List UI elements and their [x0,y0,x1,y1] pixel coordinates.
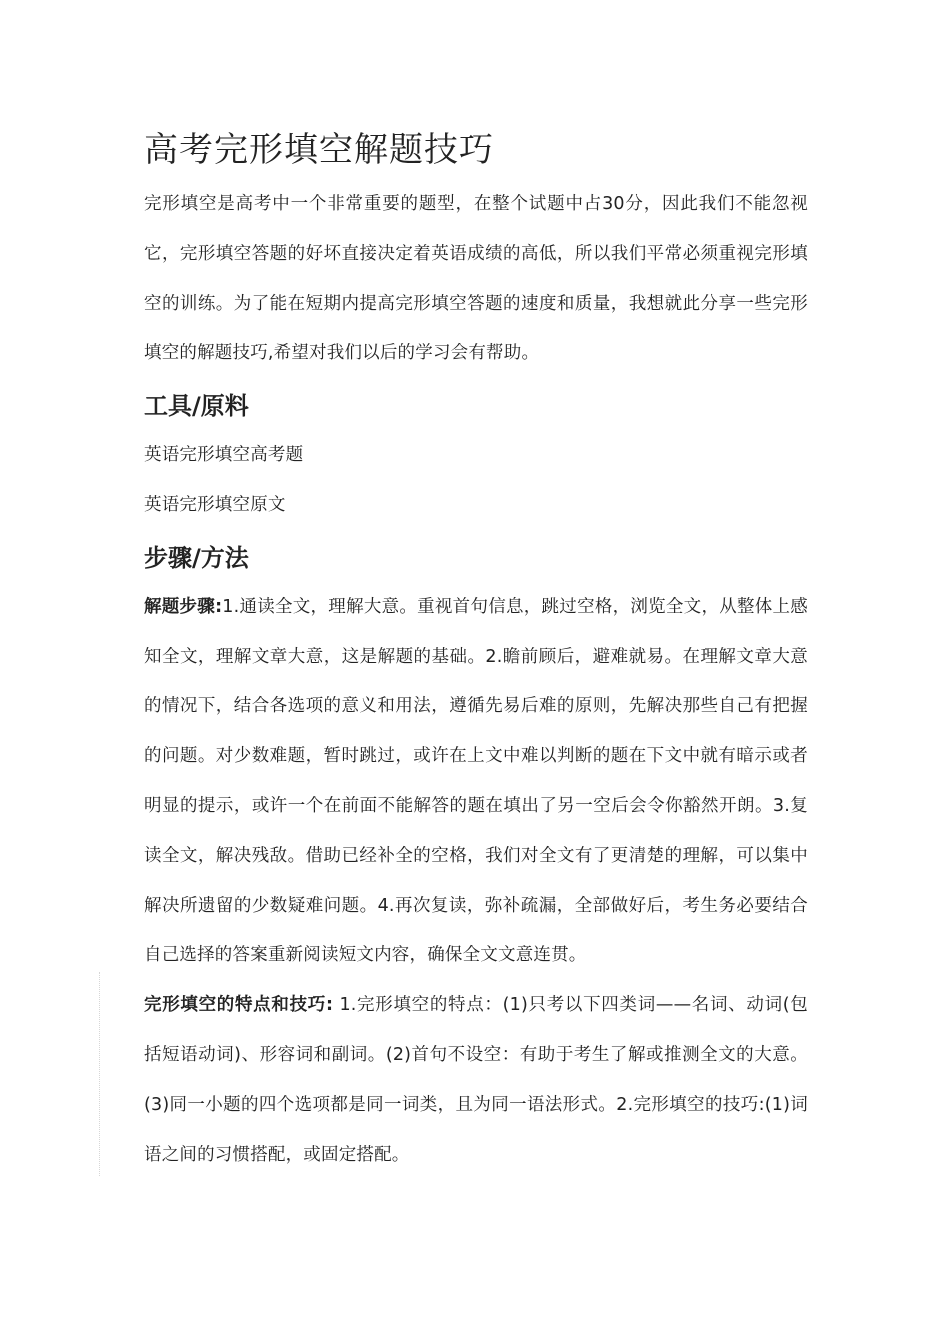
intro-paragraph: 完形填空是高考中一个非常重要的题型，在整个试题中占30分，因此我们不能忽视它，完形填空答题的好坏直接决定着英语成绩的高低，所以我们平常必须重视完形填空的训练。为了能在短期内提高完形填空答题的速度和质量，我想就此分享一些完形填空的解题技巧,希望对我们以后的学习会有帮助。 [144,194,808,364]
features-label: 完形填空的特点和技巧: [144,995,334,1016]
steps-paragraph [144,583,808,981]
steps-heading: 步骤/方法 [144,543,249,572]
tools-item: 英语完形填空高考题 [144,445,304,466]
tools-heading: 工具/原料 [144,392,249,421]
steps-text: 1.通读全文，理解大意。重视首句信息，跳过空格，浏览全文，从整体上感知全文，理解文章大意，这是解题的基础。2.瞻前顾后，避难就易。在理解文章大意的情况下，结合各选项的意义和用法，遵循先易后难的原则，先解决那些自己有把握的问题。对少数难题，暂时跳过，或许在上文中难以判断的题在下文中就有暗示或者明显的提示，或许一个在前面不能解答的题在填出了另一空后会令你豁然开朗。3.复读全文，解决残敌。借助已经补全的空格，我们对全文有了更清楚的理解，可以集中解决所遗留的少数疑难问题。4.再次复读，弥补疏漏，全部做好后，考生务必要结合自己选择的答案重新阅读短文内容，确保全文文意连贯。 [144,596,808,966]
features-paragraph [144,981,808,1180]
margin-rule [99,972,100,1176]
steps-label: 解题步骤: [144,596,223,617]
article-title: 高考完形填空解题技巧 [144,130,494,170]
article [144,120,808,1180]
tools-item: 英语完形填空原文 [144,494,286,515]
features-text: 1.完形填空的特点：(1)只考以下四类词——名词、动词(包括短语动词)、形容词和副词。(2)首句不设空：有助于考生了解或推测全文的大意。(3)同一小题的四个选项都是同一词类，且为同一语法形式。2.完形填空的技巧:(1)词语之间的习惯搭配，或固定搭配。 [144,995,809,1165]
